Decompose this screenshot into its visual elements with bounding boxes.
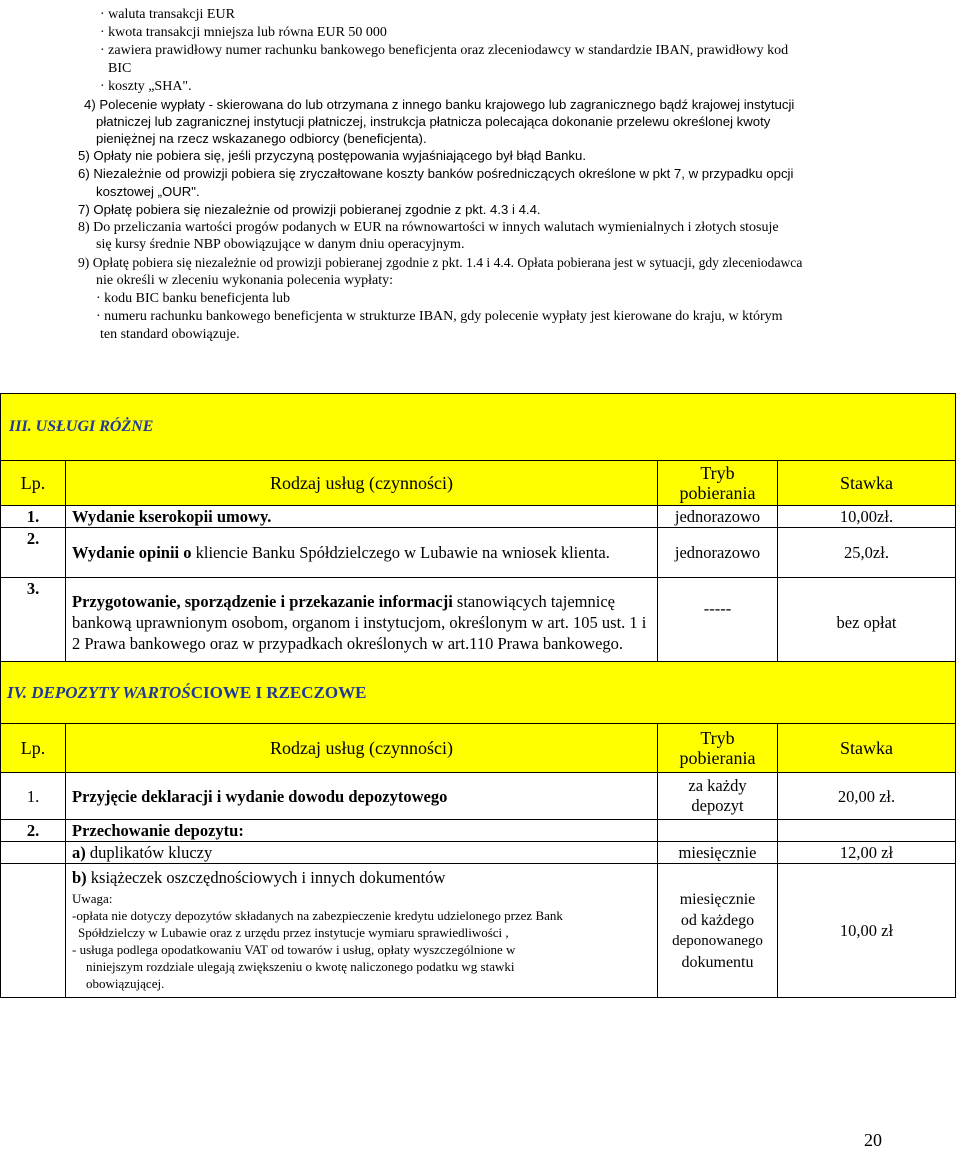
row-tryb: jednorazowo <box>658 506 778 528</box>
note-line: · koszty „SHA". <box>100 79 192 94</box>
header-tryb: Tryb pobierania <box>658 461 778 506</box>
note-line: się kursy średnie NBP obowiązujące w danym dniu operacyjnym. <box>96 237 465 252</box>
row-lp: 1. <box>1 506 66 528</box>
row-desc-rest: stanowiących tajemnicę bankową uprawnionym osobom, organom i instytucjom, określonym w art. 105 ust. 1 i 2 Prawa bankowego oraz w przypadkach określonych w art.110 Prawa bankowego. <box>72 592 647 653</box>
note-line: niniejszym rozdziale ulegają zwiększeniu o kwotę naliczonego podatku wg stawki <box>86 959 515 974</box>
note-line: obowiązującej. <box>86 976 165 991</box>
row-stawka: bez opłat <box>778 578 956 668</box>
note-line: -opłata nie dotyczy depozytów składanych na zabezpieczenie kredytu udzielonego przez Bank <box>72 908 563 923</box>
table-row <box>1 820 956 842</box>
note-line: 4) Polecenie wypłaty - skierowana do lub otrzymana z innego banku krajowego lub zagranicznego bądź krajowej instytucji <box>84 97 795 112</box>
row-desc-bold: Wydanie opinii o <box>72 543 192 562</box>
row-stawka: 12,00 zł <box>778 842 956 864</box>
header-stawka: Stawka <box>778 461 956 506</box>
note-line: nie określi w zleceniu wykonania polecenia wypłaty: <box>96 273 394 288</box>
row-desc-rest: książeczek oszczędnościowych i innych dokumentów <box>86 868 446 887</box>
table-row <box>1 528 956 578</box>
note-line: BIC <box>108 61 132 76</box>
row-lp: 2. <box>1 528 66 578</box>
row-desc <box>66 528 658 578</box>
row-stawka: 10,00 zł <box>778 864 956 998</box>
row-desc-rest: duplikatów kluczy <box>85 843 213 862</box>
table-row <box>1 578 956 668</box>
note-line: · zawiera prawidłowy numer rachunku bankowego beneficjenta oraz zleceniodawcy w standardzie IBAN, prawidłowy kod <box>100 43 789 58</box>
tryb-line: dokumentu <box>681 953 754 971</box>
note-line: · waluta transakcji EUR <box>100 7 235 22</box>
section-title-italic: IV. DEPOZYTY WARTOŚ <box>7 682 191 702</box>
uwaga-label: Uwaga: <box>72 891 113 906</box>
note-line: ten standard obowiązuje. <box>100 327 240 342</box>
note-line: 7) Opłatę pobiera się niezależnie od prowizji pobieranej zgodnie z pkt. 4.3 i 4.4. <box>78 202 541 217</box>
row-prefix: b) <box>72 868 87 887</box>
services-table <box>0 393 956 668</box>
table-row <box>1 506 956 528</box>
note-line: 6) Niezależnie od prowizji pobiera się zryczałtowane koszty banków pośredniczących określone w pkt 7, w przypadku opcji <box>78 166 794 181</box>
note-line: pieniężnej na rzecz wskazanego odbiorcy (beneficjenta). <box>96 131 427 146</box>
table-row <box>1 864 956 998</box>
note-line: 9) Opłatę pobiera się niezależnie od prowizji pobieranej zgodnie z pkt. 1.4 i 4.4. Opłata pobierana jest w sytuacji, gdy zleceniodawca <box>78 255 803 270</box>
row-desc <box>66 842 658 864</box>
row-desc <box>66 864 658 998</box>
note-line: · numeru rachunku bankowego beneficjenta w strukturze IBAN, gdy polecenie wypłaty jest kierowane do kraju, w którym <box>96 309 783 324</box>
tryb-line: deponowanego <box>672 932 763 949</box>
deposits-table <box>0 661 956 998</box>
tryb-line: miesięcznie <box>679 890 756 908</box>
header-lp: Lp. <box>1 724 66 773</box>
row-prefix: a) <box>72 843 86 862</box>
row-stawka: 10,00zł. <box>778 506 956 528</box>
note-line: płatniczej lub zagranicznej instytucji płatniczej, instrukcja płatnicza polecająca dokonanie przelewu określonej kwoty <box>96 114 771 129</box>
row-tryb <box>658 864 778 998</box>
note-line: 8) Do przeliczania wartości progów podanych w EUR na równowartości w innych walutach wymienialnych i złotych stosuje <box>78 220 779 235</box>
row-tryb: ----- <box>658 578 778 668</box>
row-tryb: miesięcznie <box>658 842 778 864</box>
row-desc-rest: kliencie Banku Spółdzielczego w Lubawie na wniosek klienta. <box>191 543 610 562</box>
row-desc: Wydanie kserokopii umowy. <box>66 506 658 528</box>
table-row <box>1 773 956 820</box>
section-title: III. USŁUGI RÓŻNE <box>9 418 154 435</box>
header-lp: Lp. <box>1 461 66 506</box>
page-number: 20 <box>864 1130 882 1150</box>
row-desc-bold: Przygotowanie, sporządzenie i przekazanie informacji <box>72 592 453 611</box>
note-line: · kodu BIC banku beneficjenta lub <box>96 291 291 306</box>
table-header-row <box>1 724 956 773</box>
row-lp: 2. <box>1 820 66 842</box>
row-desc <box>66 578 658 668</box>
note-line: - usługa podlega opodatkowaniu VAT od towarów i usług, opłaty wyszczególnione w <box>72 942 516 957</box>
row-stawka: 20,00 zł. <box>778 773 956 820</box>
row-tryb: za każdy depozyt <box>658 773 778 820</box>
section-title-row <box>1 394 956 461</box>
note-line: · kwota transakcji mniejsza lub równa EUR 50 000 <box>100 25 387 40</box>
section-title-row <box>1 662 956 724</box>
note-line: 5) Opłaty nie pobiera się, jeśli przyczyną postępowania wyjaśniającego był błąd Banku. <box>78 148 587 163</box>
header-stawka: Stawka <box>778 724 956 773</box>
table-row <box>1 842 956 864</box>
row-desc: Przyjęcie deklaracji i wydanie dowodu depozytowego <box>66 773 658 820</box>
tryb-line: od każdego <box>680 911 755 929</box>
row-desc: Przechowanie depozytu: <box>66 820 658 842</box>
section-title-rest: CIOWE I RZECZOWE <box>190 682 367 702</box>
note-line: Spółdzielczy w Lubawie oraz z urzędu przez instytucje wymiaru sprawiedliwości , <box>78 925 509 940</box>
row-tryb: jednorazowo <box>658 528 778 578</box>
header-tryb: Tryb pobierania <box>658 724 778 773</box>
header-rodzaj: Rodzaj usług (czynności) <box>66 461 658 506</box>
note-line: kosztowej „OUR". <box>96 184 200 199</box>
table-header-row <box>1 461 956 506</box>
row-lp: 1. <box>1 773 66 820</box>
header-rodzaj: Rodzaj usług (czynności) <box>66 724 658 773</box>
section-title <box>7 683 366 702</box>
row-lp: 3. <box>1 578 66 668</box>
row-stawka: 25,0zł. <box>778 528 956 578</box>
